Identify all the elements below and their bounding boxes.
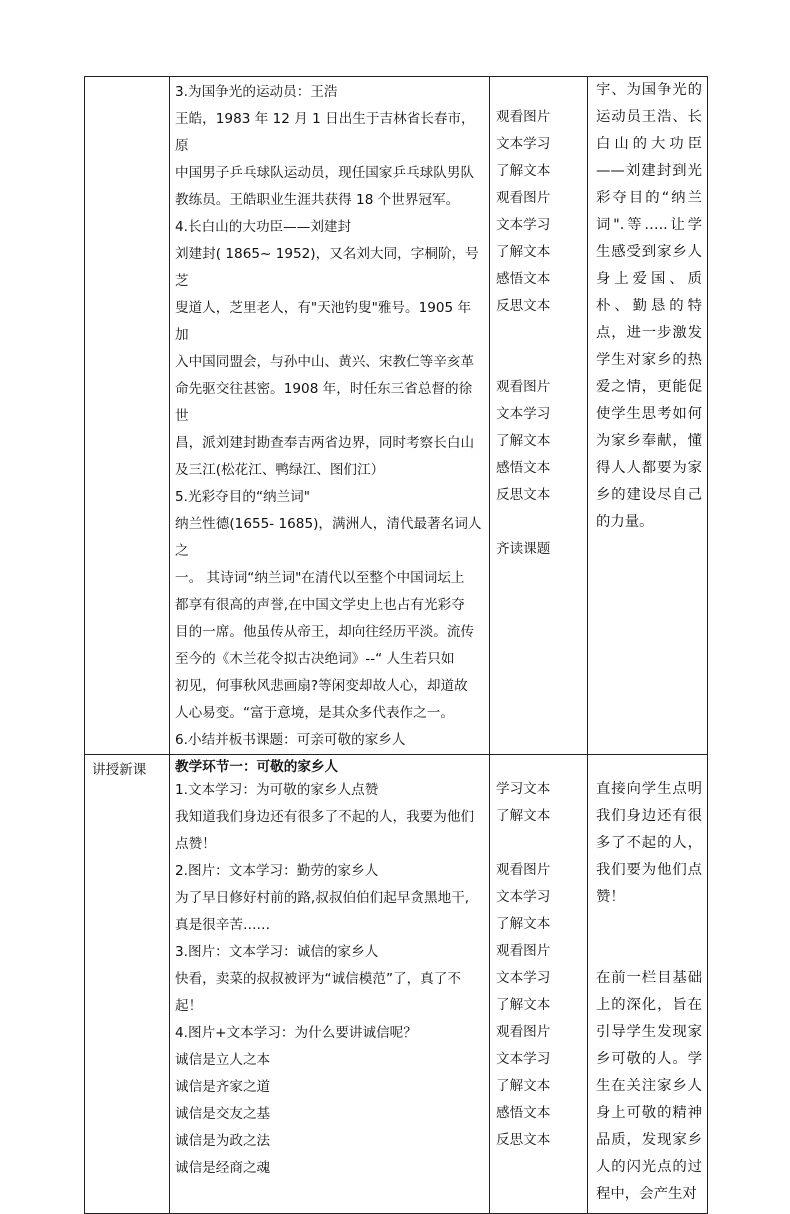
activity-line: 观看图片 (496, 1024, 551, 1040)
content-line: 为了早日修好村前的路,叔叔伯伯们起早贪黑地干, (175, 890, 470, 906)
content-line: 6.小结并板书课题：可亲可敬的家乡人 (175, 732, 406, 748)
content-line: 人心易变。“富于意境，是其众多代表作之一。 (175, 705, 454, 721)
content-line: 真是很辛苦…… (175, 917, 271, 933)
activity-line: 了解文本 (496, 1078, 551, 1094)
activity-line: 了解文本 (496, 808, 551, 824)
content-line: 昌，派刘建封勘查奉吉两省边界，同时考察长白山 (175, 435, 475, 451)
section-label: 讲授新课 (92, 762, 147, 778)
content-line: 2.图片：文本学习：勤劳的家乡人 (175, 863, 379, 879)
activity-line: 了解文本 (496, 163, 551, 179)
content-line: 3.图片：文本学习：诚信的家乡人 (175, 944, 379, 960)
content-line: 诚信是立人之本 (175, 1052, 271, 1068)
activity-line: 文本学习 (496, 136, 551, 152)
activity-cell (490, 77, 588, 755)
activity-line: 感悟文本 (496, 271, 551, 287)
content-line: 教练员。王皓职业生涯共获得 18 个世界冠军。 (175, 192, 460, 208)
content-line: 刘建封( 1865~ 1952)，又名刘大同，字桐阶，号芝 (175, 246, 479, 289)
section-heading: 教学环节一：可敬的家乡人 (175, 759, 339, 775)
activity-line: 学习文本 (496, 781, 551, 797)
content-line: 目的一席。他虽传从帝王，却向往经历平淡。流传 (175, 624, 475, 640)
content-line: 起！ (175, 998, 203, 1014)
content-line: 我知道我们身边还有很多了不起的人，我要为他们 (175, 809, 475, 825)
activity-line: 观看图片 (496, 109, 551, 125)
section-cell (85, 77, 170, 755)
activity-line: 反思文本 (496, 487, 551, 503)
content-cell (170, 755, 490, 1214)
content-line: 至今的《木兰花令拟古决绝词》--“ 人生若只如 (175, 651, 455, 667)
content-line: 叟道人，芝里老人，有"天池钓叟"雅号。1905 年加 (175, 300, 472, 343)
content-line: 诚信是齐家之道 (175, 1079, 271, 1095)
activity-line: 观看图片 (496, 862, 551, 878)
activity-line: 反思文本 (496, 1132, 551, 1148)
table-row (85, 755, 708, 1214)
content-line: 初见，何事秋风悲画扇?等闲变却故人心，却道故 (175, 678, 468, 694)
activity-line: 观看图片 (496, 943, 551, 959)
content-line: 3.为国争光的运动员：王浩 (175, 84, 338, 100)
activity-lines (490, 77, 587, 563)
content-line: 王皓，1983 年 12 月 1 日出生于吉林省长春市，原 (175, 111, 475, 154)
content-line: 快看，卖菜的叔叔被评为“诚信模范”了，真了不 (175, 971, 461, 987)
content-line: 中国男子乒乓球队运动员，现任国家乒乓球队男队 (175, 165, 475, 181)
activity-line: 文本学习 (496, 406, 551, 422)
content-line: 诚信是交友之基 (175, 1106, 271, 1122)
content-line: 点赞！ (175, 836, 216, 852)
content-line: 5.光彩夺目的“纳兰词" (175, 489, 311, 505)
content-line: 纳兰性德(1655- 1685)，满洲人，清代最著名词人之 (175, 516, 482, 559)
activity-cell (490, 755, 588, 1214)
activity-line: 观看图片 (496, 190, 551, 206)
activity-line: 了解文本 (496, 244, 551, 260)
content-line: 入中国同盟会，与孙中山、黄兴、宋教仁等辛亥革 (175, 354, 475, 370)
content-line: 一。 其诗词“纳兰词"在清代以至整个中国词坛上 (175, 570, 465, 586)
activity-line: 感悟文本 (496, 1105, 551, 1121)
intent-text: 直接向学生点明我们身边还有很多了不起的人，我们要为他们点赞！ (596, 781, 702, 905)
content-line: 4.长白山的大功臣——刘建封 (175, 219, 352, 235)
table-row (85, 77, 708, 755)
activity-line: 观看图片 (496, 379, 551, 395)
content-lines (170, 77, 489, 754)
activity-line: 文本学习 (496, 217, 551, 233)
lesson-plan-table (84, 76, 708, 1214)
section-cell (85, 755, 170, 1214)
activity-line: 反思文本 (496, 298, 551, 314)
intent-text: 在前一栏目基础上的深化，旨在引导学生发现家乡可敬的人。学生在关注家乡人身上可敬的精神品质，发现家乡人的闪光点的过程中，会产生对 (596, 970, 702, 1202)
activity-line: 文本学习 (496, 889, 551, 905)
activity-line: 文本学习 (496, 970, 551, 986)
activity-line: 齐读课题 (496, 541, 551, 557)
intent-cell (588, 77, 708, 755)
content-line: 1.文本学习：为可敬的家乡人点赞 (175, 782, 379, 798)
intent-cell (588, 755, 708, 1214)
activity-line: 文本学习 (496, 1051, 551, 1067)
activity-line: 感悟文本 (496, 460, 551, 476)
activity-line: 了解文本 (496, 916, 551, 932)
content-line: 诚信是经商之魂 (175, 1160, 271, 1176)
content-line: 都享有很高的声誉,在中国文学史上也占有光彩夺 (175, 597, 465, 613)
intent-lines (588, 755, 707, 1208)
content-line: 命先驱交往甚密。1908 年，时任东三省总督的徐世 (175, 381, 473, 424)
content-line: 4.图片+文本学习：为什么要讲诚信呢？ (175, 1025, 417, 1041)
content-lines (170, 755, 489, 1182)
activity-line: 了解文本 (496, 433, 551, 449)
content-cell (170, 77, 490, 755)
content-line: 诚信是为政之法 (175, 1133, 271, 1149)
intent-text: 宇、为国争光的运动员王浩、长白山的大功臣——刘建封到光彩夺目的“纳兰词".等…..让学生感受到家乡人身上爱国、质朴、勤恳的特点，进一步激发学生对家乡的热爱之情，更能促使学生思考如何为家乡奉献，懂得人人都要为家乡的建设尽自己的力量。 (596, 82, 702, 530)
activity-line: 了解文本 (496, 997, 551, 1013)
content-line: 及三江(松花江、鸭绿江、图们江） (175, 462, 385, 478)
activity-lines (490, 755, 587, 1154)
